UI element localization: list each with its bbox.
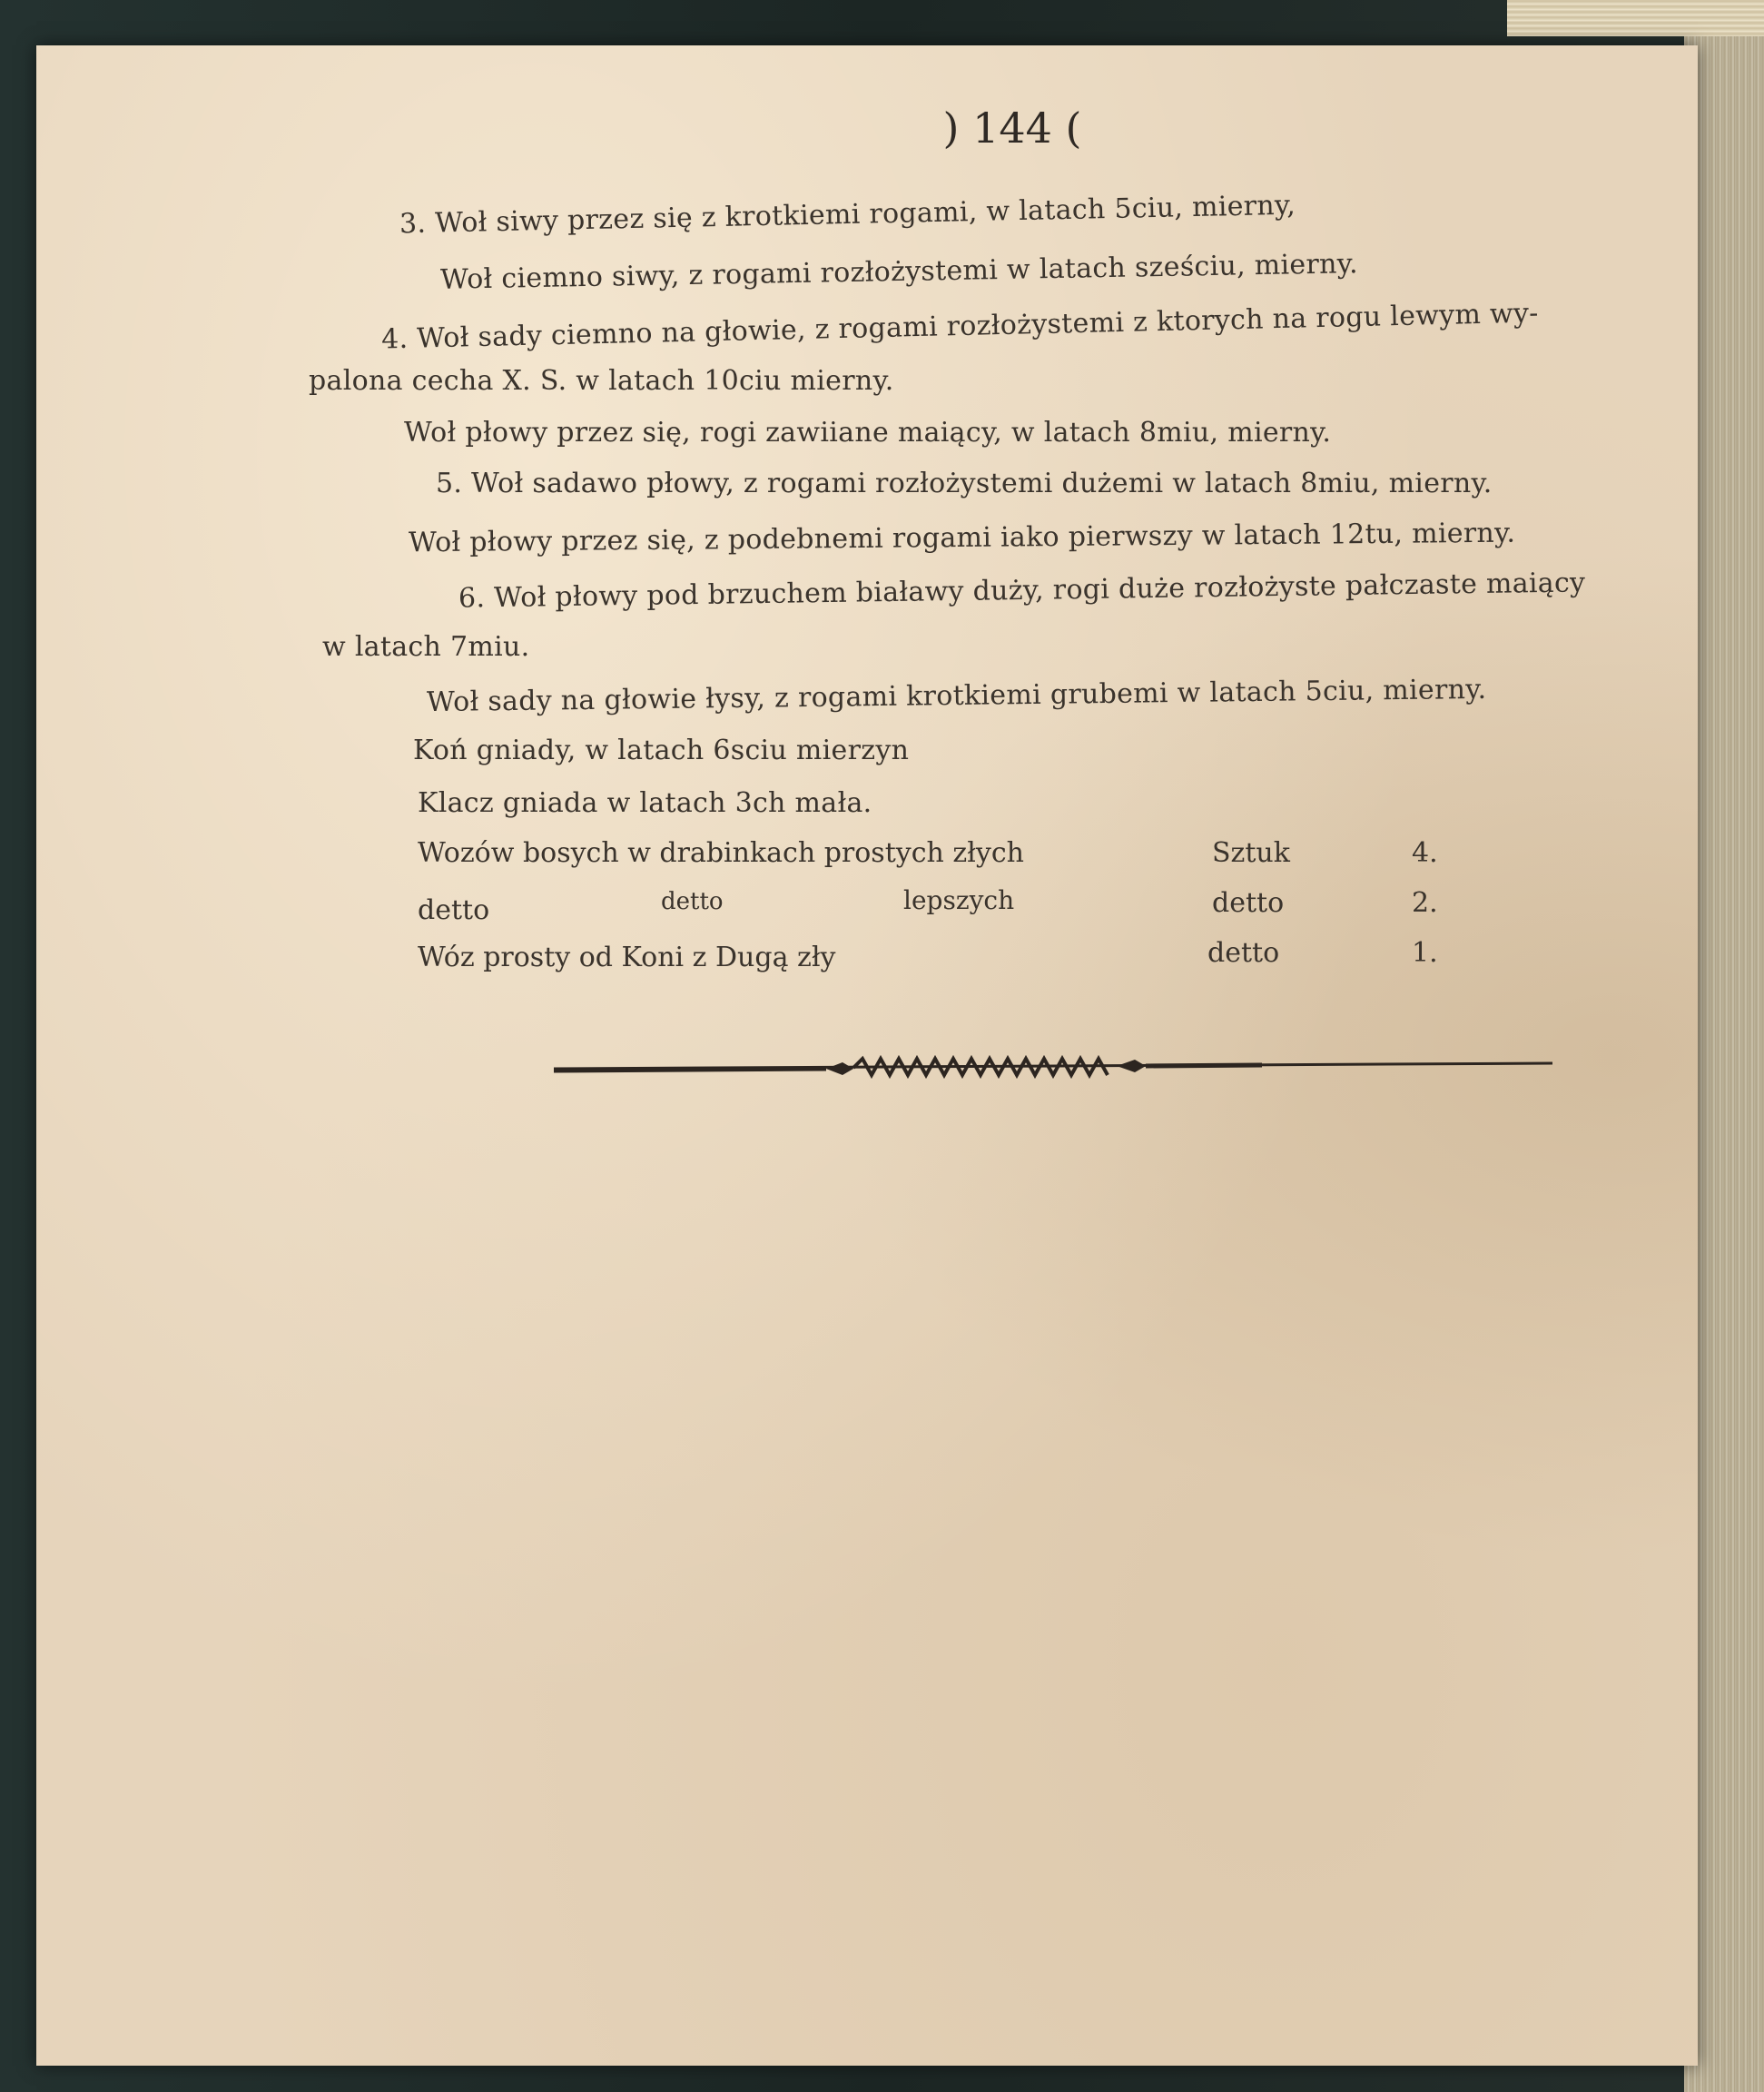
table-row-2-qty: 2. [1412, 887, 1438, 919]
table-row-3-item: Wóz prosty od Koni z Dugą zły [418, 942, 836, 973]
table-row-1-unit: Sztuk [1212, 837, 1290, 869]
table-row-2-unit: detto [1212, 887, 1285, 919]
text-line-6: 5. Woł sadawo płowy, z rogami rozłożystemi dużemi w latach 8miu, mierny. [436, 468, 1493, 499]
table-row-1-item: Wozów bosych w drabinkach prostych złych [418, 837, 1024, 869]
text-line-7: Woł płowy przez się, z podebnemi rogami iako pierwszy w latach 12tu, mierny. [408, 517, 1516, 559]
book-top-edges [1507, 0, 1764, 36]
text-line-5: Woł płowy przez się, rogi zawiiane maiący, w latach 8miu, mierny. [404, 417, 1332, 449]
text-line-12: Klacz gniada w latach 3ch mała. [418, 787, 872, 819]
text-line-3: 4. Woł sady ciemno na głowie, z rogami rozłożystemi z ktorych na rogu lewym wy- [380, 297, 1539, 356]
page-number: ) 144 ( [942, 104, 1082, 153]
table-row-3-unit: detto [1207, 937, 1280, 969]
text-line-2: Woł ciemno siwy, z rogami rozłożystemi w latach sześciu, mierny. [439, 248, 1359, 296]
table-row-1-qty: 4. [1412, 837, 1438, 869]
text-line-4: palona cecha X. S. w latach 10ciu mierny. [309, 365, 894, 397]
text-line-11: Koń gniady, w latach 6sciu mierzyn [413, 735, 910, 766]
text-line-10: Woł sady na głowie łysy, z rogami krotkiemi grubemi w latach 5ciu, mierny. [426, 673, 1487, 719]
text-line-1: 3. Woł siwy przez się z krotkiemi rogami, w latach 5ciu, mierny, [399, 189, 1296, 241]
table-row-3-qty: 1. [1412, 937, 1438, 969]
table-row-2-item: detto [418, 894, 490, 926]
table-row-2-item-b: detto [661, 888, 724, 915]
table-row-2-item-c: lepszych [903, 885, 1015, 915]
text-line-8: 6. Woł płowy pod brzuchem białawy duży, rogi duże rozłożyste pałczaste maiący [458, 567, 1586, 615]
text-line-9: w latach 7miu. [322, 631, 530, 663]
end-ornament-rule [554, 1049, 1552, 1085]
